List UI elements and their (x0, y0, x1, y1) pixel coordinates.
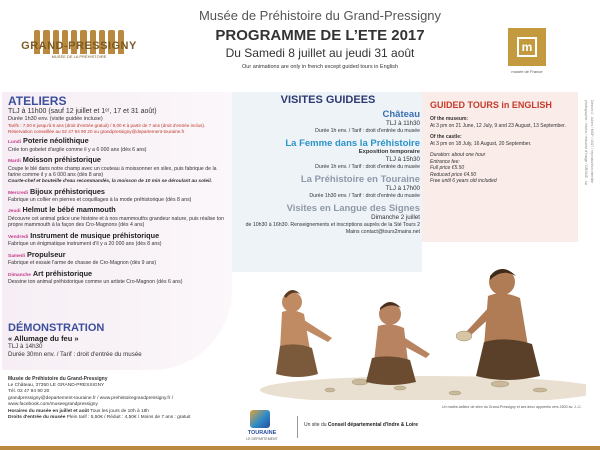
tours-museum-label: Of the museum: (430, 116, 469, 122)
flint-knappers-illustration (240, 250, 586, 400)
contact-name: Musée de Préhistoire du Grand-Pressigny (8, 376, 108, 382)
tours-castle-label: Of the castle: (430, 134, 462, 140)
workshop-name: Instrument de musique préhistorique (30, 230, 160, 240)
touraine-subtitle: LE DÉPARTEMENT (246, 437, 278, 441)
ateliers-tarif: Tarifs : 7,00 € jusqu'à 6 ans (droit d'entrée gratuit) / 9,00 € à partir de 7 ans (droit d'entrée inclus). (8, 123, 206, 129)
visit-time: TLJ à 11h30 (386, 120, 420, 127)
guided-tours-section (430, 100, 578, 185)
workshop-samedi (8, 251, 230, 267)
ateliers-section (8, 94, 230, 285)
illustration-caption: Un maître-tailleur de silex du Grand-Pressigny et ses deux apprentis vers 2500 av. J.-C. (442, 405, 582, 409)
visit-time: Dimanche 2 juillet (371, 213, 420, 221)
contact-block (8, 376, 240, 422)
side-credit-2: Dessin © Julien / MGP / 2017 / reproduction interdite (590, 100, 594, 184)
demonstration-time: TLJ à 14h30 (8, 343, 43, 350)
fees-label: Droits d'entrée du musée (8, 415, 66, 421)
visit-title: La Préhistoire en Touraine (300, 174, 420, 186)
workshop-vendredi (8, 232, 230, 248)
touraine-name: TOURAINE (247, 430, 277, 436)
visit-femme-prehistoire (236, 138, 420, 171)
workshop-name: Bijoux préhistoriques (29, 186, 105, 196)
visit-time: TLJ à 17h00 (385, 185, 420, 193)
visit-title: Château (382, 109, 420, 120)
workshop-day: Vendredi (8, 234, 29, 240)
apprentice-left-figure (276, 290, 332, 377)
hours-value: Tous les jours de 10h à 18h (90, 408, 149, 414)
workshop-name: Propulseur (27, 249, 66, 259)
demonstration-section (8, 322, 230, 359)
tours-castle-dates: At 3 pm on 18 July, 16 August, 20 September. (430, 140, 532, 147)
workshop-name: Art préhistorique (32, 268, 93, 278)
touraine-icon (250, 410, 270, 428)
workshop-desc: Fabrique et essaie l'arme de chasse de Cro-Magnon (dès 9 ans) (8, 260, 157, 267)
visit-info: Durée 1h env. / Tarif : droit d'entrée du musée (315, 128, 420, 135)
logo-subtitle: MUSÉE DE LA PRÉHISTOIRE (51, 54, 107, 59)
workshop-mardi (8, 156, 230, 184)
workshop-desc: Dessine ton animal préhistorique comme un artiste Cro-Magnon (dès 6 ans) (8, 278, 183, 285)
tours-free: Free until 6 years old included (430, 178, 497, 184)
workshop-name: Moisson préhistorique (22, 155, 101, 165)
side-credit: photographie : fotolia / retouche d'image / DRONE : lux (584, 100, 588, 186)
workshop-jeudi (8, 206, 230, 228)
visit-prehistoire-touraine (236, 174, 420, 200)
footer-bar (0, 446, 600, 450)
visit-info: de 10h30 à 16h30. Renseignements et inscriptions auprès de la Sté Tours 2 Mains contact@tours2mains.net (245, 222, 420, 235)
workshop-day: Jeudi (8, 209, 21, 215)
workshop-dimanche (8, 270, 230, 286)
workshop-desc: Découvre cet animal grâce une histoire et à nos mammouths grandeur nature, puis réalise ton propre mammouth à la façon des Cro-Magnons (dès 4 ans) (8, 215, 224, 229)
demonstration-name: « Allumage du feu » (8, 334, 79, 343)
workshop-day: Mercredi (8, 190, 28, 196)
apprentice-center-figure (366, 302, 430, 385)
visit-subtitle: Exposition temporaire (358, 148, 420, 155)
site-owner-line (304, 422, 418, 428)
ateliers-schedule: TLJ à 11h00 (sauf 12 juillet et 1ᵉʳ, 17 et 31 août) (8, 108, 157, 115)
workshop-note: Courte-chef et bouteille d'eau recommandés, la moisson de 10 min se déroulant au soleil. (8, 178, 212, 184)
contact-address: Le Château, 37350 LE GRAND-PRESSIGNY (8, 382, 105, 388)
visit-title: Visites en Langue des Signes (286, 202, 420, 214)
m-logo-letter: m (517, 37, 537, 57)
visit-langue-signes (236, 203, 420, 236)
workshop-name: Poterie néolithique (23, 136, 89, 146)
visit-title: La Femme dans la Préhistoire (285, 137, 420, 149)
workshop-mercredi (8, 188, 230, 204)
fees-value: Plein tarif : 5,50€ / Réduit : 4,50€ / Moins de 7 ans : gratuit (66, 415, 191, 421)
museum-title: Musée de Préhistoire du Grand-Pressigny (198, 8, 442, 23)
workshop-desc: Fabrique un collier en pierres et coquillages à la mode préhistorique (dès 8 ans) (8, 196, 192, 203)
footer-divider (297, 416, 298, 438)
tours-reduced-price: Reduced price €4.50 (430, 171, 477, 178)
visit-chateau (236, 109, 420, 135)
workshop-desc: Crée ton gobelet d'argile comme il y a 6 000 ans (dès 6 ans) (8, 146, 147, 153)
ateliers-reservation: Réservation conseillée au 02 47 94 90 20 ou grandpressigny@departement-touraine.fr (8, 128, 185, 134)
program-title: PROGRAMME DE L’ETE 2017 (215, 27, 425, 44)
master-knapper-figure (456, 269, 540, 380)
workshop-day: Dimanche (8, 272, 31, 278)
tours-duration: Duration: about one hour (430, 152, 486, 158)
tours-museum-dates: At 3 pm on 21 June, 12 July, 9 and 23 August, 13 September. (430, 122, 566, 129)
site-owner: Conseil départemental d'Indre & Loire (327, 422, 419, 428)
ateliers-title: ATELIERS (8, 94, 67, 108)
visit-info: Durée 1h env. / Tarif : droit d'entrée du musée (315, 164, 420, 171)
contact-links[interactable]: grandpressigny@departement-touraine.fr / www.prehistoiregrandpressigny.fr / www.facebook.com/museegrandpressigny (8, 395, 174, 408)
workshop-name: Helmut le bébé mammouth (22, 205, 116, 215)
demonstration-duration: Durée 30mn env. / Tarif : droit d'entrée du musée (8, 351, 142, 359)
tours-full-price: Full price €5.50 (430, 165, 465, 171)
visit-time: TLJ à 15h30 (385, 156, 420, 164)
visites-section (236, 94, 420, 239)
workshop-day: Samedi (8, 253, 26, 259)
workshop-day: Lundi (8, 140, 22, 146)
contact-phone[interactable]: Tél. 02 47 94 90 20 (8, 389, 50, 395)
visit-info: Durée 1h30 env. / Tarif : droit d'entrée du musée (309, 193, 420, 200)
logo-name: GRAND-PRESSIGNY (21, 40, 137, 52)
demonstration-title: DÉMONSTRATION (8, 322, 105, 334)
language-notice: Our animations are only in french except guided tours in English (242, 64, 398, 70)
tours-title: GUIDED TOURS in ENGLISH (430, 100, 552, 110)
visites-title: VISITES GUIDEES (280, 94, 376, 106)
site-prefix: Un site du (304, 422, 327, 428)
workshop-lundi (8, 137, 230, 153)
tours-entrance-fee: Entrance fee: (430, 158, 460, 165)
musee-de-france-logo (508, 28, 546, 74)
workshop-day: Mardi (8, 159, 21, 165)
ateliers-duration: Durée 1h30 env. (visite guidée incluse) (8, 116, 103, 123)
touraine-departement-logo (232, 410, 292, 444)
grand-pressigny-logo (14, 30, 144, 72)
workshop-desc: Coupe le blé dans notre champ avec un couteau à moissonner en silex, puis fabrique de la farine comme il y a 6 000 ans (dès 8 ans) (8, 165, 217, 179)
workshop-desc: Fabrique un énigmatique instrument d'il y a 20 000 ans (dès 8 ans) (8, 241, 162, 248)
m-logo-caption: musée de France (511, 69, 543, 74)
program-dates: Du Samedi 8 juillet au jeudi 31 août (225, 46, 415, 60)
hours-label: Horaires du musée en juillet et août (8, 408, 90, 414)
